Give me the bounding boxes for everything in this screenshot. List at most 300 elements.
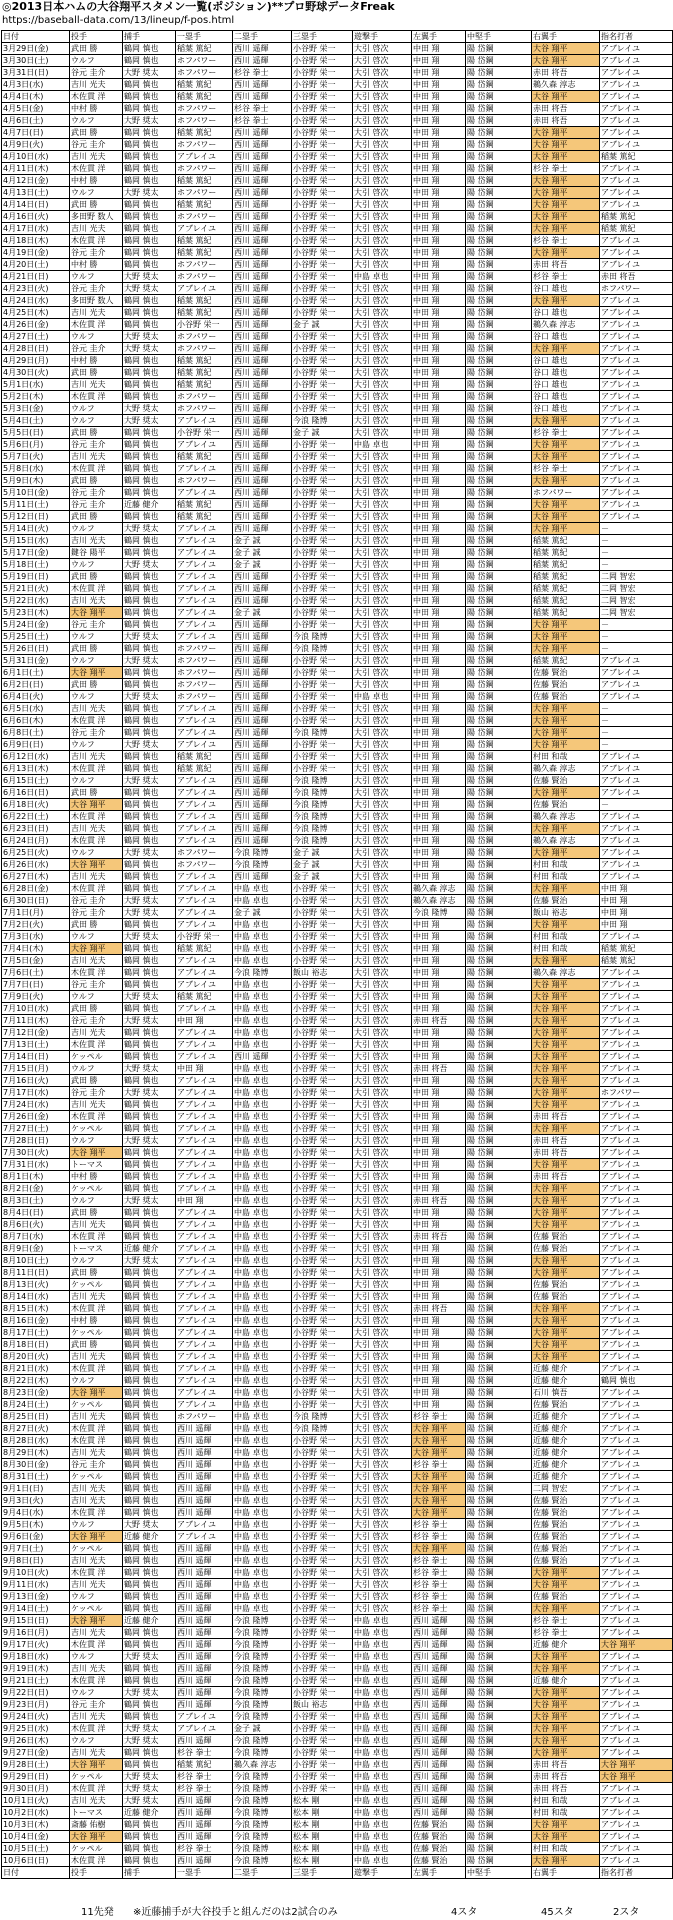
table-cell: 7月28日(日) — [2, 1135, 70, 1147]
table-cell: アブレイユ — [176, 607, 233, 619]
table-cell: ウルフ — [70, 739, 123, 751]
table-cell: 鶴岡 慎也 — [123, 175, 176, 187]
table-cell: アブレイユ — [600, 235, 673, 247]
table-cell: 佐藤 賢治 — [412, 1843, 466, 1855]
table-cell: 陽 岱鋼 — [466, 1747, 532, 1759]
table-cell: 大引 啓次 — [353, 1315, 412, 1327]
table-row — [2, 463, 673, 475]
table-cell: 4月7日(日) — [2, 127, 70, 139]
table-cell: 大谷 翔平 — [412, 1471, 466, 1483]
table-cell: アブレイユ — [600, 1711, 673, 1723]
table-cell: 大谷 翔平 — [532, 511, 600, 523]
table-cell: アブレイユ — [600, 1819, 673, 1831]
table-cell: 大谷 翔平 — [532, 1339, 600, 1351]
table-row — [2, 1423, 673, 1435]
table-cell: 西川 遥輝 — [176, 1543, 233, 1555]
table-row — [2, 1639, 673, 1651]
table-cell: 陽 岱鋼 — [466, 55, 532, 67]
table-row — [2, 991, 673, 1003]
table-cell: 今浪 隆博 — [233, 1747, 292, 1759]
table-cell: 杉谷 拳士 — [532, 1615, 600, 1627]
table-row — [2, 1063, 673, 1075]
table-cell: アブレイユ — [600, 451, 673, 463]
table-cell: 西川 遥輝 — [233, 643, 292, 655]
table-cell: 9月24日(火) — [2, 1711, 70, 1723]
table-row — [2, 427, 673, 439]
table-cell: 陽 岱鋼 — [466, 1603, 532, 1615]
table-cell: 杉谷 拳士 — [412, 1555, 466, 1567]
table-row — [2, 439, 673, 451]
table-cell: 陽 岱鋼 — [466, 163, 532, 175]
table-cell: アブレイユ — [600, 847, 673, 859]
table-cell: ホフパワー — [176, 655, 233, 667]
table-cell: 大引 啓次 — [353, 1195, 412, 1207]
table-cell: 西川 遥輝 — [233, 355, 292, 367]
table-cell: 大谷 翔平 — [532, 643, 600, 655]
table-cell: 7月15日(月) — [2, 1063, 70, 1075]
table-cell: 鶴岡 慎也 — [123, 1327, 176, 1339]
table-cell: 小谷野 栄一 — [292, 1495, 353, 1507]
table-cell: 稲葉 篤紀 — [176, 499, 233, 511]
table-cell: アブレイユ — [176, 415, 233, 427]
table-cell: 西川 遥輝 — [176, 1591, 233, 1603]
table-cell: アブレイユ — [600, 787, 673, 799]
table-cell: 鶴岡 慎也 — [123, 199, 176, 211]
table-cell: 小谷野 栄一 — [292, 1291, 353, 1303]
table-cell: 西川 遥輝 — [233, 787, 292, 799]
table-cell: 鶴岡 慎也 — [123, 103, 176, 115]
table-row — [2, 595, 673, 607]
table-cell: 西川 遥輝 — [233, 571, 292, 583]
table-row — [2, 499, 673, 511]
table-cell: 木佐貫 洋 — [70, 967, 123, 979]
table-cell: 小谷野 栄一 — [292, 487, 353, 499]
table-cell: 大引 啓次 — [353, 451, 412, 463]
table-cell: 中島 卓也 — [233, 919, 292, 931]
table-cell: 佐藤 賢治 — [532, 691, 600, 703]
table-cell: 大引 啓次 — [353, 1147, 412, 1159]
table-cell: 赤田 将吾 — [532, 1135, 600, 1147]
table-cell: 赤田 将吾 — [412, 1303, 466, 1315]
table-cell: 8月15日(木) — [2, 1303, 70, 1315]
table-cell: 中田 翔 — [412, 667, 466, 679]
table-cell: 西川 遥輝 — [233, 667, 292, 679]
table-cell: 鶴岡 慎也 — [123, 799, 176, 811]
table-cell: 中田 翔 — [412, 223, 466, 235]
table-cell: 大引 啓次 — [353, 907, 412, 919]
table-cell: ホフパワー — [176, 643, 233, 655]
table-cell: 大引 啓次 — [353, 1591, 412, 1603]
table-cell: 谷元 圭介 — [70, 283, 123, 295]
table-cell: 大谷 翔平 — [532, 619, 600, 631]
table-cell: 中田 翔 — [412, 451, 466, 463]
table-cell: 小谷野 栄一 — [292, 1543, 353, 1555]
table-cell: 陽 岱鋼 — [466, 295, 532, 307]
table-cell: 陽 岱鋼 — [466, 1195, 532, 1207]
table-cell: － — [600, 547, 673, 559]
table-cell: 小谷野 栄一 — [292, 151, 353, 163]
table-cell: － — [600, 739, 673, 751]
table-cell: 谷元 圭介 — [70, 247, 123, 259]
table-cell: 武田 勝 — [70, 1003, 123, 1015]
table-cell: 鵜久森 淳志 — [532, 763, 600, 775]
table-cell: 鶴岡 慎也 — [123, 1831, 176, 1843]
table-cell: 大引 啓次 — [353, 247, 412, 259]
table-cell: アブレイユ — [176, 487, 233, 499]
table-cell: 鶴岡 慎也 — [123, 727, 176, 739]
table-cell: 大引 啓次 — [353, 139, 412, 151]
table-cell: 西川 遥輝 — [233, 655, 292, 667]
table-row — [2, 583, 673, 595]
table-cell: アブレイユ — [600, 1351, 673, 1363]
table-cell: 小谷野 栄一 — [292, 1219, 353, 1231]
table-cell: 赤田 将吾 — [532, 1783, 600, 1795]
table-cell: 小谷野 栄一 — [292, 919, 353, 931]
table-cell: アブレイユ — [600, 1795, 673, 1807]
table-cell: アブレイユ — [600, 1831, 673, 1843]
table-cell: 小谷野 栄一 — [292, 667, 353, 679]
table-cell: 中島 卓也 — [353, 1831, 412, 1843]
table-cell: アブレイユ — [600, 475, 673, 487]
table-cell: 陽 岱鋼 — [466, 67, 532, 79]
table-cell: 今浪 隆博 — [412, 907, 466, 919]
table-cell: 陽 岱鋼 — [466, 607, 532, 619]
table-row — [2, 271, 673, 283]
table-cell: 近藤 健介 — [123, 1243, 176, 1255]
table-cell: 大引 啓次 — [353, 547, 412, 559]
table-cell: 陽 岱鋼 — [466, 307, 532, 319]
table-cell: 鵜久森 淳志 — [532, 811, 600, 823]
table-cell: 佐藤 賢治 — [532, 1543, 600, 1555]
table-cell: 陽 岱鋼 — [466, 1279, 532, 1291]
table-cell: 稲葉 篤紀 — [600, 223, 673, 235]
table-cell: 中島 卓也 — [353, 271, 412, 283]
table-cell: 吉川 光夫 — [70, 1747, 123, 1759]
table-cell: アブレイユ — [600, 1075, 673, 1087]
table-cell: 6月28日(金) — [2, 883, 70, 895]
table-cell: 鶴岡 慎也 — [123, 1387, 176, 1399]
table-cell: 西川 遥輝 — [233, 691, 292, 703]
table-cell: アブレイユ — [176, 151, 233, 163]
catcher-note: ※近藤捕手が大谷投手と組んだのは2試合のみ — [133, 1907, 338, 1918]
table-cell: 4月13日(土) — [2, 187, 70, 199]
table-cell: 小谷野 栄一 — [292, 1603, 353, 1615]
table-cell: 中島 卓也 — [233, 1039, 292, 1051]
table-cell: 中田 翔 — [412, 1291, 466, 1303]
table-cell: 今浪 隆博 — [292, 727, 353, 739]
table-cell: 中島 卓也 — [233, 931, 292, 943]
table-cell: 大野 奨太 — [123, 115, 176, 127]
table-row — [2, 1351, 673, 1363]
table-cell: 稲葉 篤紀 — [176, 199, 233, 211]
table-cell: 5月15日(水) — [2, 535, 70, 547]
table-cell: アブレイユ — [176, 1051, 233, 1063]
table-cell: 中島 卓也 — [353, 1675, 412, 1687]
table-cell: 大谷 翔平 — [532, 295, 600, 307]
table-cell: 西川 遥輝 — [412, 1663, 466, 1675]
table-cell: 中田 翔 — [412, 1279, 466, 1291]
table-cell: 佐藤 賢治 — [532, 799, 600, 811]
table-cell: 金子 誠 — [233, 559, 292, 571]
table-cell: ウルフ — [70, 559, 123, 571]
table-cell: 中田 翔 — [176, 1195, 233, 1207]
table-cell: 佐藤 賢治 — [532, 1291, 600, 1303]
table-cell: 大谷 翔平 — [532, 1663, 600, 1675]
table-cell: 小谷野 栄一 — [292, 907, 353, 919]
table-cell: 陽 岱鋼 — [466, 787, 532, 799]
table-cell: 6月5日(水) — [2, 703, 70, 715]
table-cell: 大野 奨太 — [123, 1771, 176, 1783]
table-cell: 大谷 翔平 — [532, 1015, 600, 1027]
table-cell: 中田 翔 — [412, 607, 466, 619]
table-cell: 中島 卓也 — [233, 1219, 292, 1231]
table-cell: 大谷 翔平 — [532, 415, 600, 427]
table-cell: 大野 奨太 — [123, 931, 176, 943]
table-cell: アブレイユ — [600, 295, 673, 307]
table-cell: アブレイユ — [600, 115, 673, 127]
table-cell: 大谷 翔平 — [532, 523, 600, 535]
column-header: 三塁手 — [292, 31, 353, 43]
table-cell: 鶴岡 慎也 — [123, 1003, 176, 1015]
table-row — [2, 1411, 673, 1423]
table-cell: 大引 啓次 — [353, 1579, 412, 1591]
table-cell: 大谷 翔平 — [532, 1303, 600, 1315]
source-url[interactable]: https://baseball-data.com/13/lineup/f-pos.html — [2, 15, 235, 26]
table-cell: 大谷 翔平 — [532, 187, 600, 199]
table-cell: 赤田 将吾 — [412, 1063, 466, 1075]
table-cell: 中島 卓也 — [233, 1327, 292, 1339]
table-cell: 吉川 光夫 — [70, 1579, 123, 1591]
table-cell: ウルフ — [70, 847, 123, 859]
table-cell: 小谷野 栄一 — [292, 1123, 353, 1135]
table-cell: 4月28日(日) — [2, 343, 70, 355]
table-cell: 大引 啓次 — [353, 1123, 412, 1135]
table-row — [2, 547, 673, 559]
table-cell: 陽 岱鋼 — [466, 283, 532, 295]
table-cell: ケッペル — [70, 1771, 123, 1783]
table-cell: 陽 岱鋼 — [466, 127, 532, 139]
table-cell: 赤田 将吾 — [412, 1015, 466, 1027]
table-cell: アブレイユ — [176, 223, 233, 235]
table-cell: 陽 岱鋼 — [466, 487, 532, 499]
table-cell: 4月3日(水) — [2, 79, 70, 91]
table-cell: ケッペル — [70, 1603, 123, 1615]
table-cell: 大野 奨太 — [123, 67, 176, 79]
table-cell: 7月10日(水) — [2, 1003, 70, 1015]
table-cell: アブレイユ — [600, 1723, 673, 1735]
table-row — [2, 1699, 673, 1711]
table-cell: 金子 誠 — [292, 319, 353, 331]
table-cell: 谷元 圭介 — [70, 907, 123, 919]
table-cell: 松本 剛 — [292, 1831, 353, 1843]
table-row — [2, 679, 673, 691]
table-cell: 大引 啓次 — [353, 1423, 412, 1435]
table-cell: 鶴岡 慎也 — [123, 871, 176, 883]
table-cell: 5月4日(土) — [2, 415, 70, 427]
table-cell: 大谷 翔平 — [532, 847, 600, 859]
table-cell: アブレイユ — [600, 1111, 673, 1123]
table-cell: 中田 翔 — [412, 1159, 466, 1171]
table-cell: アブレイユ — [600, 859, 673, 871]
table-cell: 小谷野 栄一 — [292, 1327, 353, 1339]
table-cell: 中田 翔 — [412, 1399, 466, 1411]
table-cell: 鶴岡 慎也 — [123, 751, 176, 763]
table-cell: 小谷野 栄一 — [292, 1111, 353, 1123]
table-cell: ホフパワー — [176, 859, 233, 871]
table-cell: 小谷野 栄一 — [292, 247, 353, 259]
lineup-table-body — [2, 31, 673, 1879]
table-cell: 陽 岱鋼 — [466, 1099, 532, 1111]
table-cell: アブレイユ — [600, 691, 673, 703]
table-cell: 小谷野 栄一 — [292, 1507, 353, 1519]
table-cell: 杉谷 拳士 — [412, 1567, 466, 1579]
table-cell: 大引 啓次 — [353, 1603, 412, 1615]
table-cell: 大引 啓次 — [353, 1171, 412, 1183]
table-cell: 二岡 智宏 — [600, 583, 673, 595]
table-cell: アブレイユ — [600, 1159, 673, 1171]
table-cell: 谷元 圭介 — [70, 1459, 123, 1471]
table-cell: 中田 翔 — [412, 1039, 466, 1051]
table-cell: 吉川 光夫 — [70, 79, 123, 91]
table-cell: 陽 岱鋼 — [466, 1699, 532, 1711]
table-cell: アブレイユ — [600, 1507, 673, 1519]
table-cell: 中田 翔 — [412, 55, 466, 67]
table-cell: 陽 岱鋼 — [466, 703, 532, 715]
table-cell: 鶴岡 慎也 — [123, 163, 176, 175]
table-cell: 6月25日(火) — [2, 847, 70, 859]
table-row — [2, 1363, 673, 1375]
table-cell: 稲葉 篤紀 — [532, 607, 600, 619]
table-cell: 中田 翔 — [412, 1111, 466, 1123]
table-cell: アブレイユ — [600, 871, 673, 883]
table-cell: 9月30日(月) — [2, 1783, 70, 1795]
table-cell: 大引 啓次 — [353, 1231, 412, 1243]
table-cell: 中田 翔 — [412, 1327, 466, 1339]
table-cell: 10月1日(火) — [2, 1795, 70, 1807]
table-cell: アブレイユ — [600, 1387, 673, 1399]
table-cell: 小谷野 栄一 — [176, 319, 233, 331]
table-cell: 鶴岡 慎也 — [123, 1351, 176, 1363]
table-cell: アブレイユ — [176, 583, 233, 595]
table-cell: アブレイユ — [600, 1363, 673, 1375]
table-cell: アブレイユ — [176, 1171, 233, 1183]
table-cell: 鶴岡 慎也 — [123, 91, 176, 103]
table-cell: 武田 勝 — [70, 475, 123, 487]
table-cell: アブレイユ — [176, 1135, 233, 1147]
table-cell: 鵜久森 淳志 — [233, 1759, 292, 1771]
table-cell: アブレイユ — [176, 739, 233, 751]
table-cell: ケッペル — [70, 1471, 123, 1483]
table-cell: 鶴岡 慎也 — [123, 1159, 176, 1171]
table-cell: 稲葉 篤紀 — [176, 991, 233, 1003]
table-cell: 大引 啓次 — [353, 1087, 412, 1099]
table-cell: ホフパワー — [176, 211, 233, 223]
table-cell: 9月4日(水) — [2, 1507, 70, 1519]
table-cell: 杉谷 拳士 — [532, 1627, 600, 1639]
table-cell: 陽 岱鋼 — [466, 199, 532, 211]
table-cell: 陽 岱鋼 — [466, 439, 532, 451]
table-cell: 武田 勝 — [70, 1339, 123, 1351]
table-cell: 大引 啓次 — [353, 1099, 412, 1111]
table-cell: ウルフ — [70, 1687, 123, 1699]
table-cell: 小谷野 栄一 — [292, 259, 353, 271]
table-cell: 木佐貫 洋 — [70, 1303, 123, 1315]
table-row — [2, 175, 673, 187]
table-cell: 大野 奨太 — [123, 523, 176, 535]
table-cell: 大引 啓次 — [353, 847, 412, 859]
table-cell: 大引 啓次 — [353, 1531, 412, 1543]
table-cell: 谷元 圭介 — [70, 979, 123, 991]
table-cell: 中島 卓也 — [233, 1159, 292, 1171]
table-cell: 4月30日(火) — [2, 367, 70, 379]
table-cell: 村田 和哉 — [532, 1843, 600, 1855]
table-cell: 陽 岱鋼 — [466, 1291, 532, 1303]
table-cell: 大引 啓次 — [353, 571, 412, 583]
table-cell: 陽 岱鋼 — [466, 655, 532, 667]
table-cell: 大谷 翔平 — [532, 223, 600, 235]
table-cell: 中島 卓也 — [353, 1711, 412, 1723]
table-cell: 鶴岡 慎也 — [123, 535, 176, 547]
table-row — [2, 43, 673, 55]
table-cell: － — [600, 727, 673, 739]
table-cell: 中島 卓也 — [233, 943, 292, 955]
table-cell: 中島 卓也 — [233, 979, 292, 991]
table-cell: 鶴岡 慎也 — [123, 823, 176, 835]
table-cell: 5月17日(金) — [2, 547, 70, 559]
table-cell: アブレイユ — [600, 667, 673, 679]
table-cell: 武田 勝 — [70, 1267, 123, 1279]
table-cell: 中田 翔 — [412, 523, 466, 535]
table-cell: ウルフ — [70, 1651, 123, 1663]
table-cell: 木佐貫 洋 — [70, 163, 123, 175]
table-cell: 陽 岱鋼 — [466, 1231, 532, 1243]
table-cell: 中島 卓也 — [233, 1111, 292, 1123]
table-cell: 3月31日(日) — [2, 67, 70, 79]
table-cell: 稲葉 篤紀 — [176, 1759, 233, 1771]
column-header: 投手 — [70, 1867, 123, 1879]
table-cell: 陽 岱鋼 — [466, 619, 532, 631]
table-cell: アブレイユ — [600, 163, 673, 175]
table-cell: 4月16日(火) — [2, 211, 70, 223]
table-cell: アブレイユ — [176, 439, 233, 451]
table-cell: 大引 啓次 — [353, 463, 412, 475]
table-cell: 小谷野 栄一 — [292, 1687, 353, 1699]
table-cell: 大谷 翔平 — [532, 703, 600, 715]
table-cell: 大谷 翔平 — [532, 1567, 600, 1579]
table-cell: 中島 卓也 — [353, 1687, 412, 1699]
table-cell: 10月3日(木) — [2, 1819, 70, 1831]
table-cell: 中田 翔 — [600, 907, 673, 919]
table-cell: 7月4日(木) — [2, 943, 70, 955]
table-cell: ホフパワー — [176, 847, 233, 859]
table-cell: アブレイユ — [600, 1699, 673, 1711]
table-cell: 佐藤 賢治 — [532, 895, 600, 907]
table-cell: 4月14日(日) — [2, 199, 70, 211]
table-cell: 吉川 光夫 — [70, 379, 123, 391]
table-cell: 陽 岱鋼 — [466, 1627, 532, 1639]
table-cell: 小谷野 栄一 — [292, 991, 353, 1003]
table-cell: 木佐貫 洋 — [70, 1039, 123, 1051]
table-cell: 鶴岡 慎也 — [123, 223, 176, 235]
table-cell: 木佐貫 洋 — [70, 1423, 123, 1435]
column-header: 右翼手 — [532, 1867, 600, 1879]
table-cell: 陽 岱鋼 — [466, 1399, 532, 1411]
table-cell: ウルフ — [70, 1735, 123, 1747]
table-cell: 7月11日(木) — [2, 1015, 70, 1027]
table-cell: 小谷野 栄一 — [292, 1207, 353, 1219]
table-cell: ウルフ — [70, 655, 123, 667]
table-cell: 今浪 隆博 — [233, 1675, 292, 1687]
